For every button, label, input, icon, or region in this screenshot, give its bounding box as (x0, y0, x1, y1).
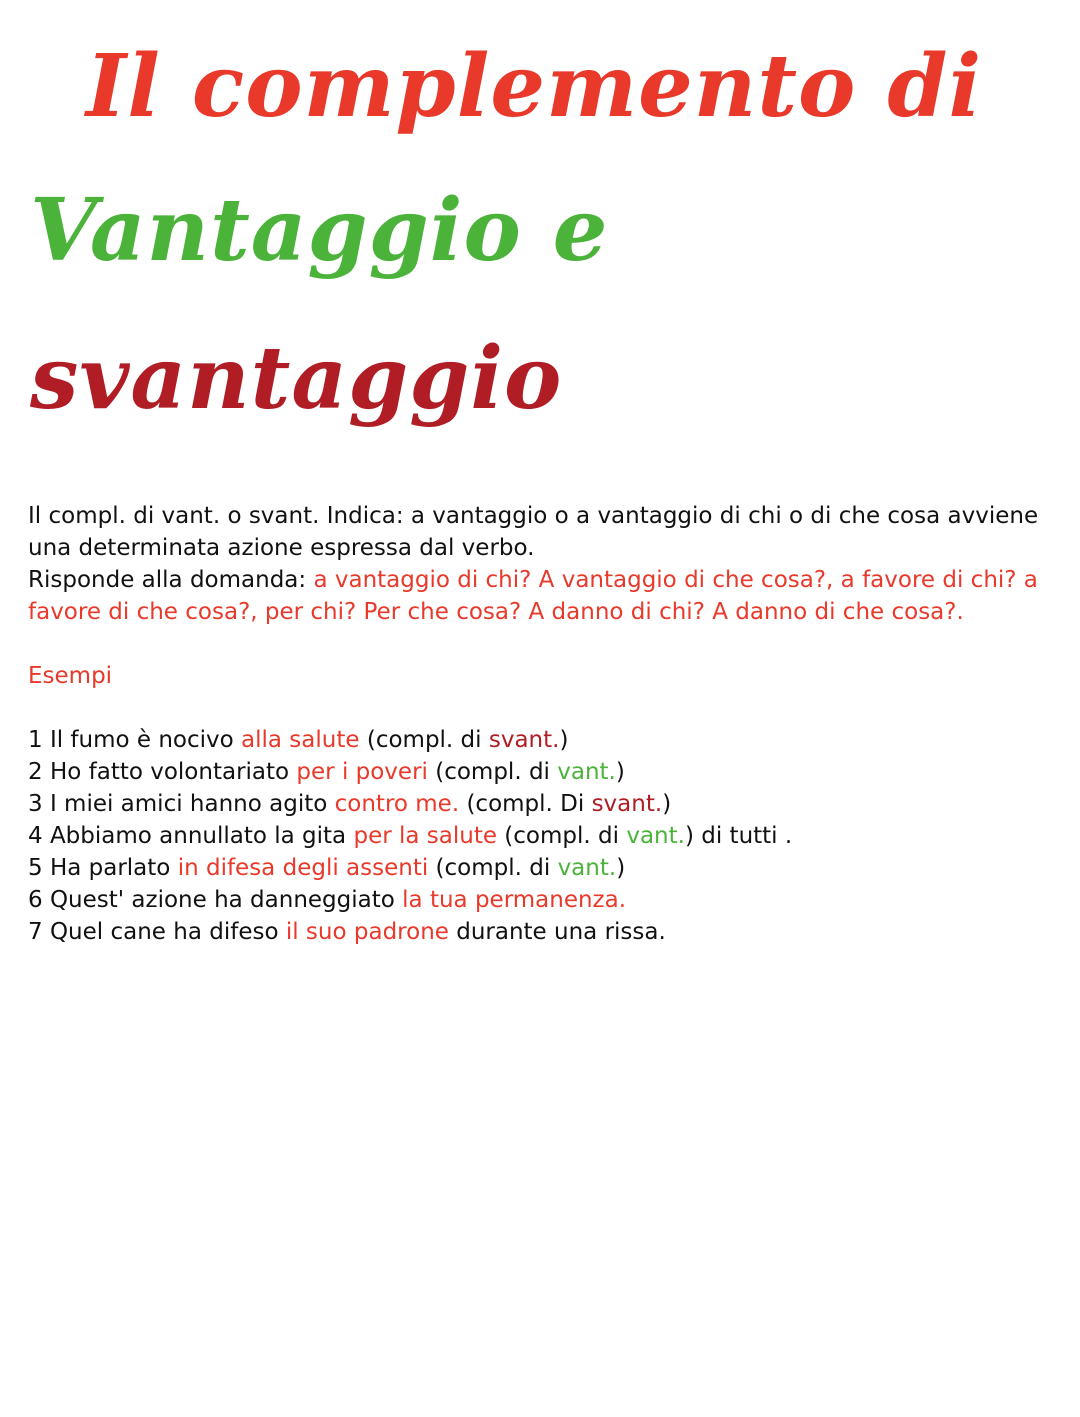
example-highlight: la tua permanenza. (402, 887, 627, 913)
example-tag: svant. (488, 727, 560, 753)
example-item: 6 Quest' azione ha danneggiato la tua permanenza. (28, 887, 627, 913)
title-line-2: Vantaggio e (30, 180, 609, 281)
example-item: 5 Ha parlato in difesa degli assenti (compl. di vant.) (28, 855, 626, 881)
example-highlight: per la salute (353, 823, 497, 849)
example-item: 1 Il fumo è nocivo alla salute (compl. di svant.) (28, 727, 569, 753)
title-line-3: svantaggio (30, 328, 563, 429)
body-content (28, 500, 1058, 948)
question-list: a vantaggio di chi? A vantaggio di che cosa?, a favore di chi? a favore di che cosa?, per chi? Per che cosa? A danno di chi? A danno di che cosa?. (28, 567, 1038, 625)
example-highlight: alla salute (241, 727, 360, 753)
examples-list (28, 724, 1058, 948)
example-item: 2 Ho fatto volontariato per i poveri (compl. di vant.) (28, 759, 625, 785)
example-highlight: per i poveri (296, 759, 428, 785)
example-tag: vant. (557, 855, 617, 881)
title-line-1: Il complemento di (86, 36, 983, 137)
question-prompt: Risponde alla domanda: (28, 567, 314, 593)
example-item: 7 Quel cane ha difeso il suo padrone durante una rissa. (28, 919, 666, 945)
example-item: 3 I miei amici hanno agito contro me. (compl. Di svant.) (28, 791, 672, 817)
definition-text: Il compl. di vant. o svant. Indica: a vantaggio o a vantaggio di chi o di che cosa avviene una determinata azione espressa dal verbo. (28, 503, 1039, 561)
example-highlight: in difesa degli assenti (177, 855, 429, 881)
example-highlight: il suo padrone (285, 919, 449, 945)
example-tag: vant. (557, 759, 616, 785)
example-tag: vant. (626, 823, 685, 849)
examples-heading: Esempi (28, 663, 113, 689)
question-paragraph (28, 564, 1058, 628)
example-item: 4 Abbiamo annullato la gita per la salute (compl. di vant.) di tutti . (28, 823, 793, 849)
example-tag: svant. (591, 791, 663, 817)
example-highlight: contro me. (334, 791, 460, 817)
